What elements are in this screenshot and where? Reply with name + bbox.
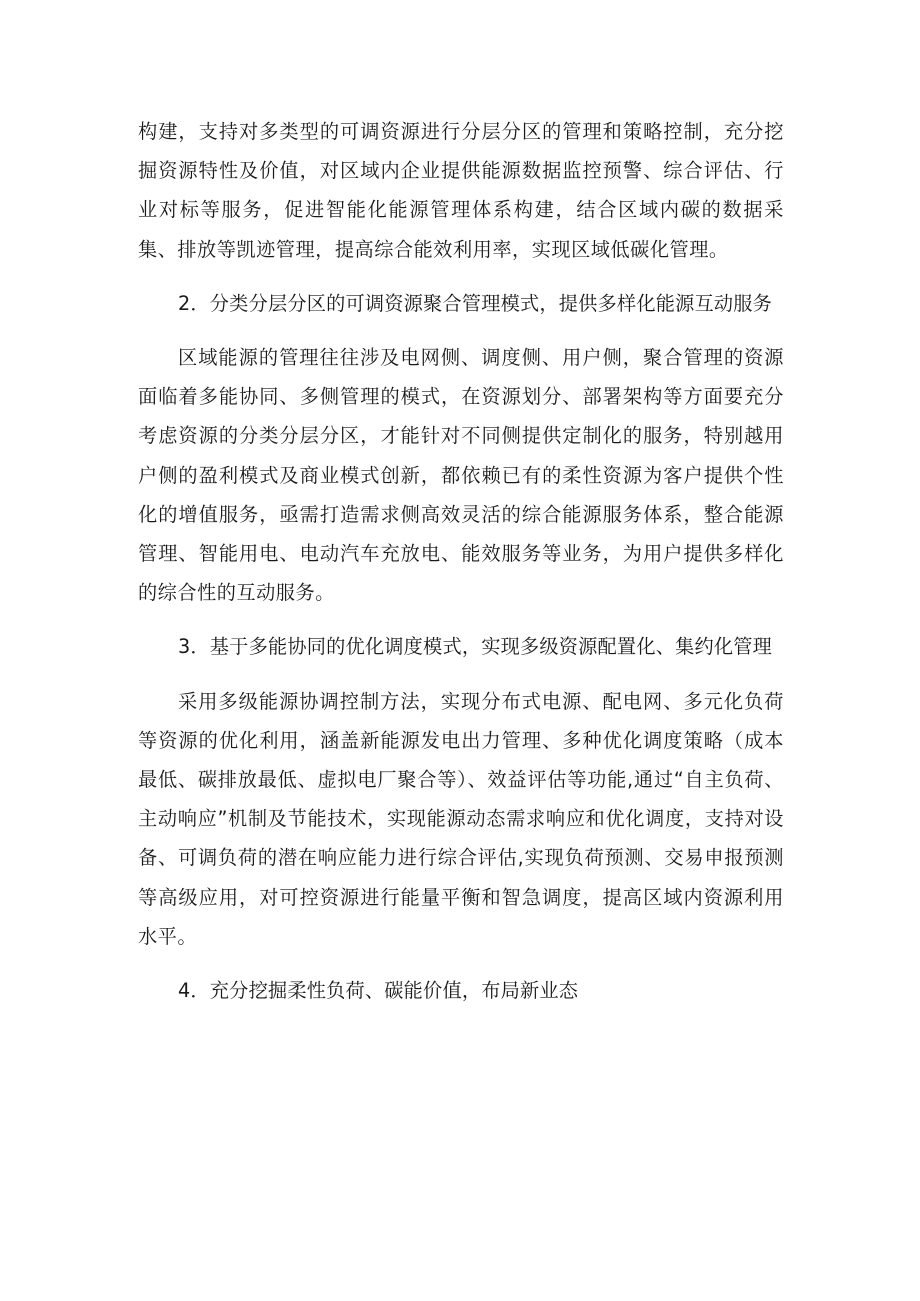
section-heading-2: 2．分类分层分区的可调资源聚合管理模式，提供多样化能源互动服务 bbox=[178, 291, 773, 315]
paragraph-2: 区域能源的管理往往涉及电网侧、调度侧、用户侧，聚合管理的资源面临着多能协同、多侧管理的模式，在资源划分、部署架构等方面要充分考虑资源的分类分层分区，才能针对不同侧提供定制化的服务，特别越用户侧的盈利模式及商业模式创新，都依赖已有的柔性资源为客户提供个性化的增值服务，亟需打造需求侧高效灵活的综合能源服务体系，整合能源管理、智能用电、电动汽车充放电、能效服务等业务，为用户提供多样化的综合性的互动服务。 bbox=[138, 346, 784, 605]
section-heading-4: 4．充分挖掘柔性负荷、碳能价值，布局新业态 bbox=[178, 979, 579, 1003]
paragraph-3: 采用多级能源协调控制方法，实现分布式电源、配电网、多元化负荷等资源的优化利用，涵盖新能源发电出力管理、多种优化调度策略（成本最低、碳排放最低、虚拟电厂聚合等）、效益评估等功能,通过“自主负荷、主动响应”机制及节能技术，实现能源动态需求响应和优化调度，支持对设备、可调负荷的潜在响应能力进行综合评估,实现负荷预测、交易申报预测等高级应用，对可控资源进行能量平衡和智急调度，提高区域内资源利用水平。 bbox=[138, 689, 784, 948]
paragraph-1: 构建，支持对多类型的可调资源进行分层分区的管理和策略控制，充分挖掘资源特性及价值，对区域内企业提供能源数据监控预警、综合评估、行业对标等服务，促进智能化能源管理体系构建，结合区域内碳的数据采集、排放等凯迹管理，提高综合能效利用率，实现区域低碳化管理。 bbox=[138, 120, 784, 261]
section-heading-3: 3．基于多能协同的优化调度模式，实现多级资源配置化、集约化管理 bbox=[178, 635, 773, 659]
document-body bbox=[138, 112, 784, 1025]
